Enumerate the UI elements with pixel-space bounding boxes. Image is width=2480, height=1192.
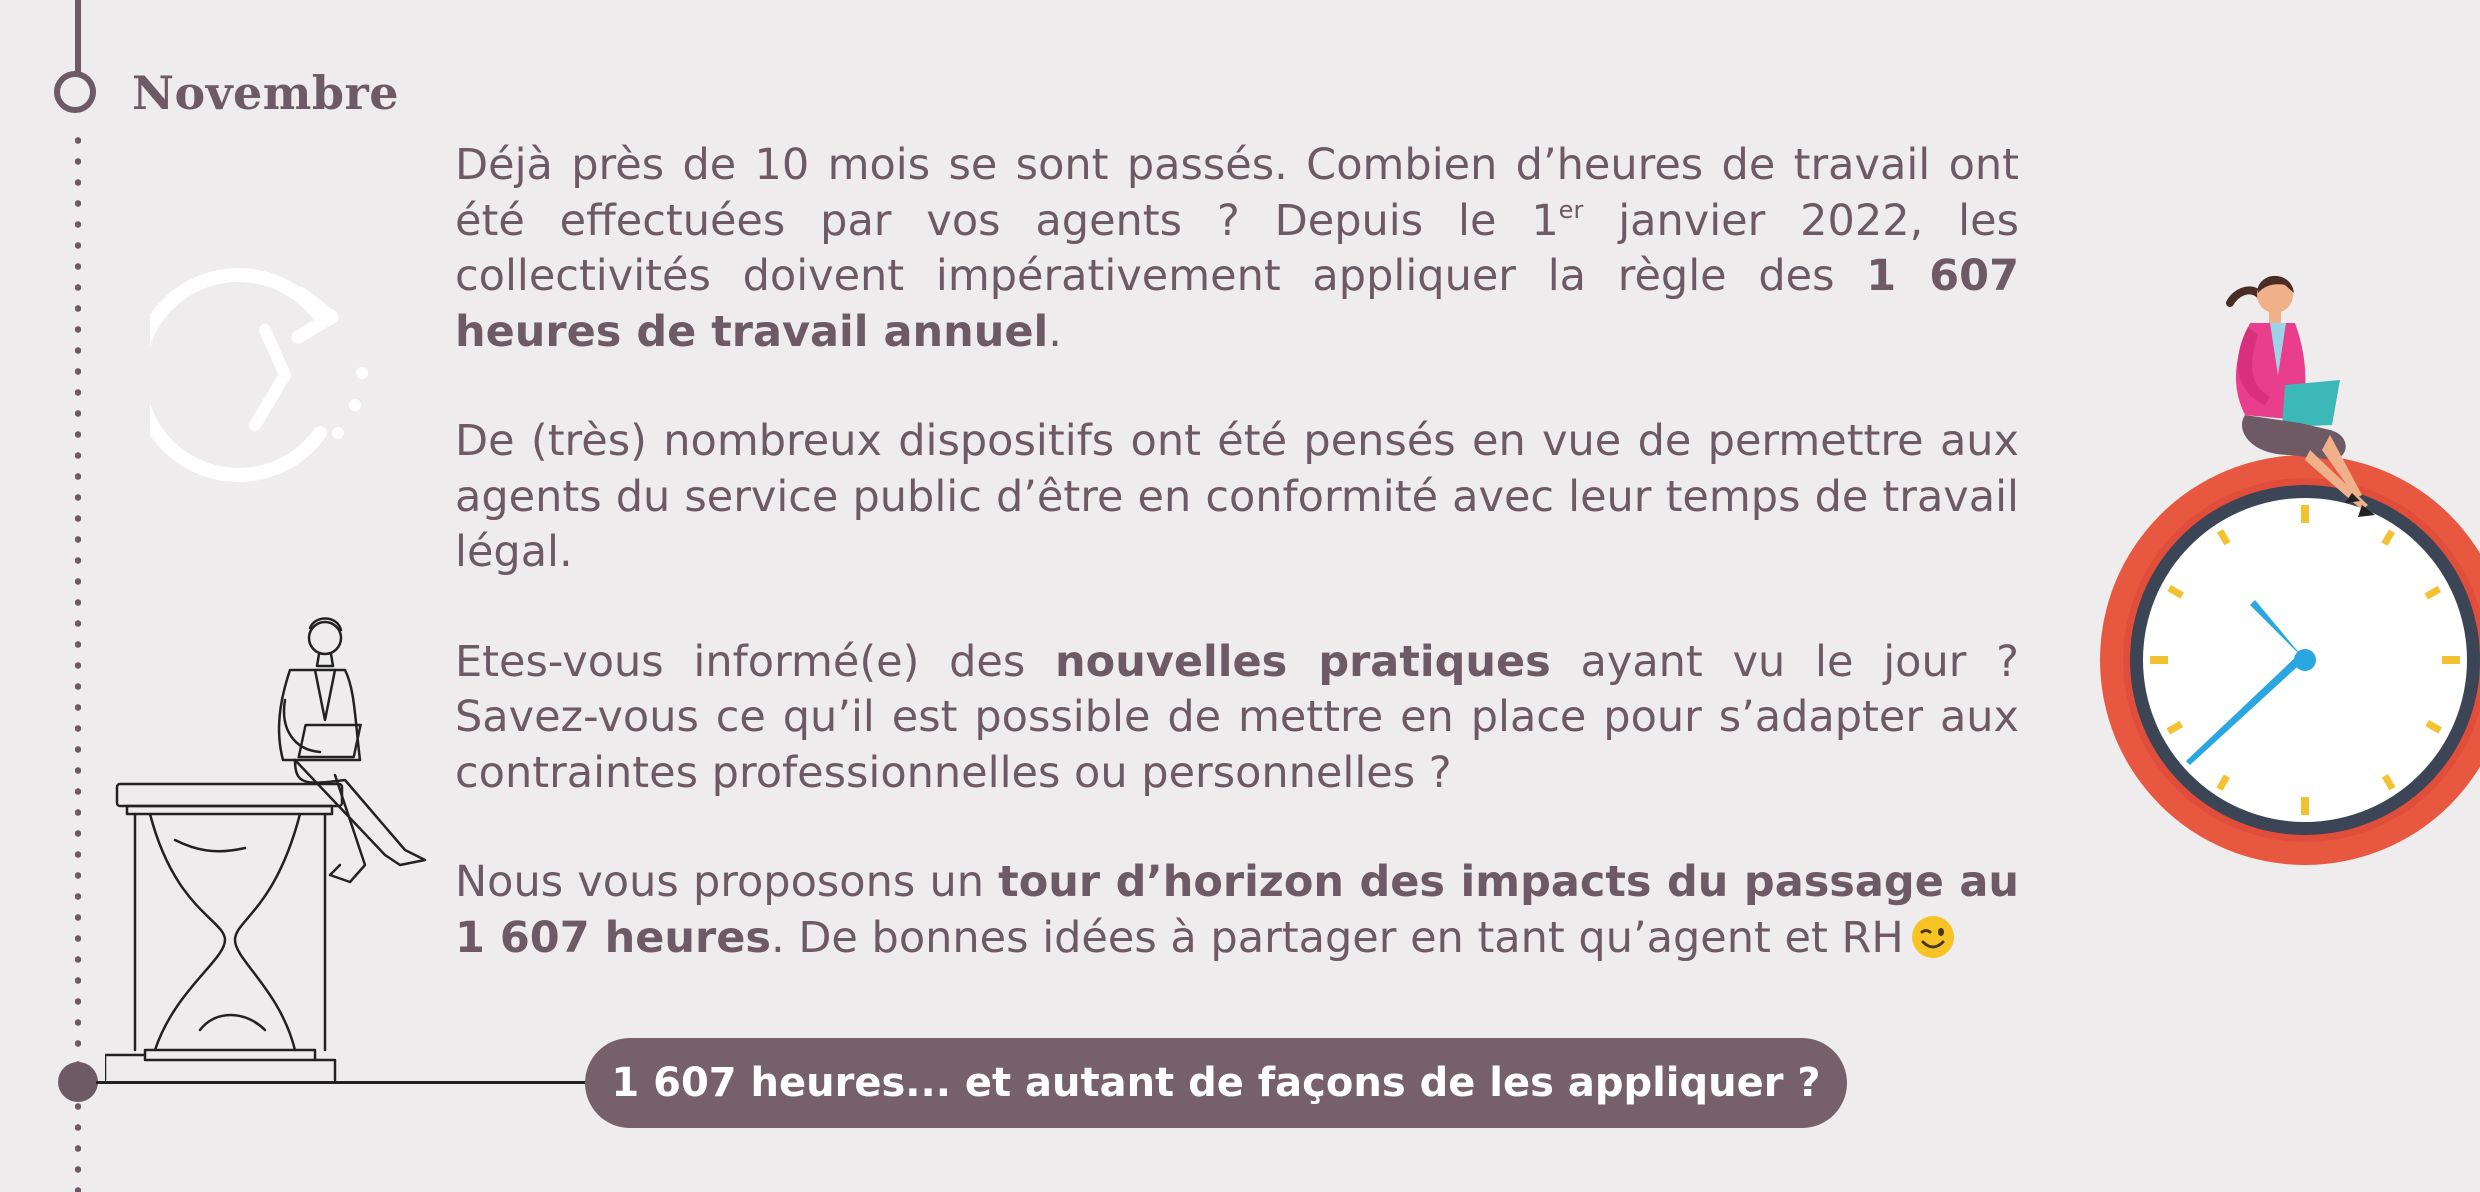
paragraph-4-text-a: Nous vous proposons un (455, 857, 999, 907)
paragraph-1 (455, 138, 2019, 360)
paragraph-2: De (très) nombreux dispositifs ont été pensés en vue de permettre aux agents du service public d’être en conformité avec leur temps de travail légal. (455, 416, 2019, 577)
paragraph-1-text-b: janvier 2022, les collectivités doivent impérativement appliquer la règle des (455, 195, 2019, 301)
paragraph-3-bold: nouvelles pratiques (1055, 636, 1551, 687)
paragraph-1-bold: 1 607 heures de travail annuel (455, 251, 2019, 357)
paragraph-4-text-b: . De bonnes idées à partager en tant qu’agent et RH (770, 912, 1904, 963)
paragraph-3-text-b: ayant vu le jour ? Savez-vous ce qu’il est possible de mettre en place pour s’adapter aux contraintes professionnelles ou personnelles ? (455, 636, 2019, 798)
man-on-hourglass-illustration (105, 610, 445, 1090)
wink-emoji-icon (1910, 914, 1956, 960)
cta-banner-label: 1 607 heures... et autant de façons de les appliquer ? (611, 1060, 1821, 1106)
woman-on-clock-illustration (2100, 255, 2480, 875)
timeline-dotted-line (75, 130, 81, 1192)
timeline-line-top (75, 0, 81, 74)
ordinal-superscript: er (1558, 195, 1584, 224)
paragraph-1-end: . (1048, 306, 1062, 357)
timeline-milestone-circle (54, 71, 96, 113)
intro-text-block (455, 138, 2019, 1020)
paragraph-4 (455, 855, 2019, 966)
paragraph-3 (455, 635, 2019, 802)
banner-connector-line (96, 1081, 586, 1084)
month-heading: Novembre (132, 66, 400, 120)
paragraph-3-text-a: Etes-vous informé(e) des (455, 636, 1056, 687)
paragraph-1-text-a: Déjà près de 10 mois se sont passés. Combien d’heures de travail ont été effectuées par vos agents ? Depuis le 1 (455, 140, 2019, 246)
paragraph-4-bold: tour d’horizon des impacts du passage au 1 607 heures (455, 857, 2019, 963)
cta-banner[interactable] (585, 1038, 1847, 1128)
clock-refresh-icon (150, 255, 380, 485)
timeline-node (58, 1062, 98, 1102)
